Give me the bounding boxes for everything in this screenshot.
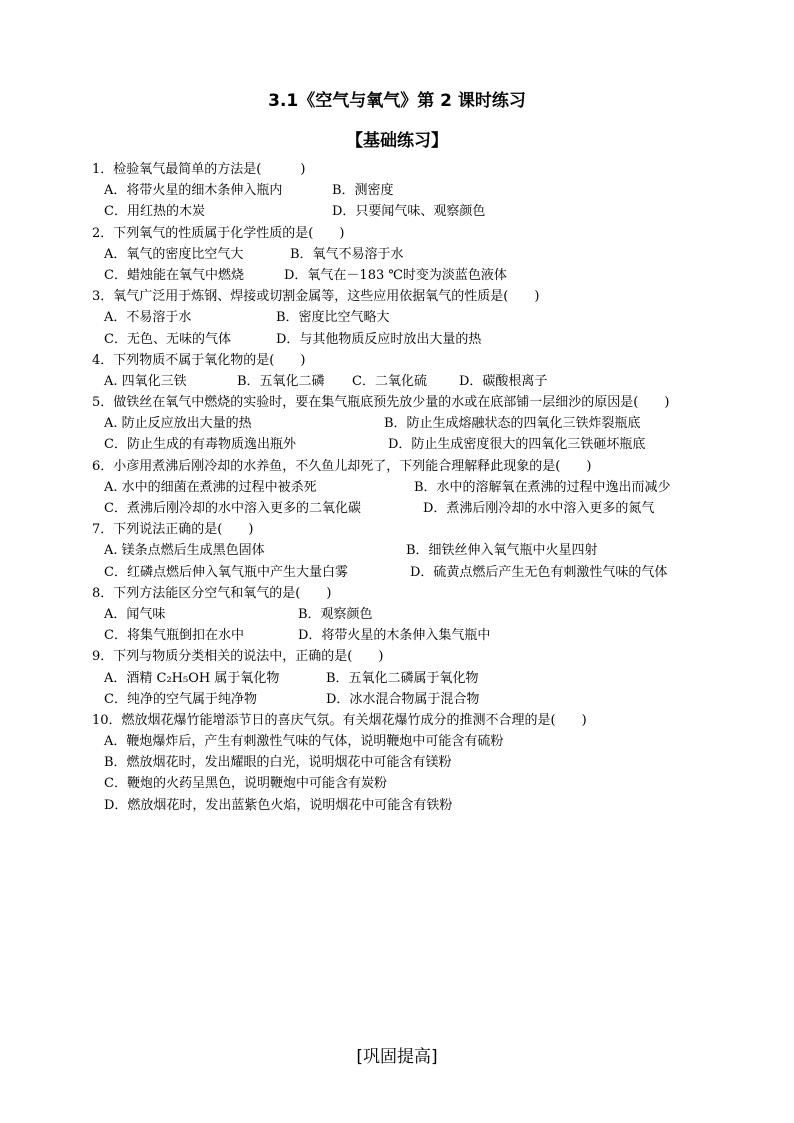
option-b: B．观察颜色 (298, 606, 373, 622)
option-c: C．将集气瓶倒扣在水中 (104, 628, 244, 644)
option-row (0, 477, 794, 498)
question-stem: 8．下列方法能区分空气和氧气的是( ) (92, 585, 332, 601)
option-row (0, 371, 794, 392)
question-stem: 5．做铁丝在氧气中燃烧的实验时，要在集气瓶底预先放少量的水或在底部铺一层细沙的原因是( ) (92, 395, 670, 411)
question-stem: 9．下列与物质分类相关的说法中，正确的是( ) (92, 649, 384, 665)
question-stem: 1．检验氧气最简单的方法是( ) (92, 162, 306, 177)
option-row (0, 604, 794, 625)
option-b: B．五氧化二磷属于氧化物 (326, 670, 479, 686)
option-c: C．鞭炮的火药呈黑色，说明鞭炮中可能含有炭粉 (104, 776, 387, 792)
option-b: B．五氧化二磷 (237, 373, 325, 389)
question-stem: 2．下列氧气的性质属于化学性质的是( ) (92, 225, 345, 241)
option-b: B．水中的溶解氧在煮沸的过程中逸出而减少 (414, 479, 671, 495)
option-d: D．将带火星的木条伸入集气瓶中 (298, 628, 491, 644)
option-c: C．防止生成的有毒物质逸出瓶外 (104, 437, 296, 453)
option-row (0, 244, 794, 265)
option-row (0, 752, 794, 773)
question-list (0, 159, 794, 816)
page-title: 3.1《空气与氧气》第 2 课时练习 (268, 91, 526, 111)
option-c: C．蜡烛能在氧气中燃烧 (104, 267, 244, 283)
option-row (0, 180, 794, 201)
option-a: A. 水中的细菌在煮沸的过程中被杀死 (104, 479, 317, 495)
option-b: B．燃放烟花时，发出耀眼的白光，说明烟花中可能含有镁粉 (104, 755, 452, 771)
option-row (0, 562, 794, 583)
option-row (0, 668, 794, 689)
option-c: C．红磷点燃后伸入氧气瓶中产生大量白雾 (104, 564, 348, 580)
option-c: C．用红热的木炭 (104, 204, 205, 220)
option-b: B．氧气不易溶于水 (290, 246, 404, 262)
option-row (0, 625, 794, 646)
option-row (0, 201, 794, 222)
option-row (0, 329, 794, 350)
option-a: A．将带火星的细木条伸入瓶内 (104, 183, 283, 199)
section-heading-advanced: [巩固提高] (356, 1047, 438, 1067)
option-b: B．细铁丝伸入氧气瓶中火星四射 (406, 543, 598, 559)
option-a: A. 防止反应放出大量的热 (104, 416, 252, 432)
option-c: C．煮沸后刚冷却的水中溶入更多的二氧化碳 (104, 501, 361, 516)
option-a: A．鞭炮爆炸后，产生有刺激性气味的气体，说明鞭炮中可能含有硫粉 (104, 734, 504, 750)
option-b: B．测密度 (332, 183, 394, 199)
option-c: C．无色、无味的气体 (104, 331, 231, 347)
option-row (0, 413, 794, 434)
option-b: B．防止生成熔融状态的四氧化三铁炸裂瓶底 (384, 416, 641, 432)
option-row (0, 307, 794, 328)
option-d: D．与其他物质反应时放出大量的热 (276, 331, 482, 347)
option-d: D．氧气在－183 ℃时变为淡蓝色液体 (284, 267, 507, 283)
option-c: C．二氧化硫 (352, 373, 427, 389)
option-row (0, 689, 794, 710)
option-b: B．密度比空气略大 (276, 310, 390, 326)
option-d: D．碳酸根离子 (459, 373, 548, 389)
option-d: D．防止生成密度很大的四氧化三铁砸坏瓶底 (388, 437, 646, 453)
question-stem: 6．小彦用煮沸后刚冷却的水养鱼，不久鱼儿却死了，下列能合理解释此现象的是( ) (92, 458, 592, 474)
question-stem: 3．氧气广泛用于炼钢、焊接或切割金属等，这些应用依据氧气的性质是( ) (92, 289, 540, 305)
option-a: A. 镁条点燃后生成黑色固体 (104, 543, 265, 559)
question-stem: 4．下列物质不属于氧化物的是( ) (92, 352, 306, 368)
question-stem: 7．下列说法正确的是( ) (92, 522, 254, 538)
option-row (0, 731, 794, 752)
question-stem: 10．燃放烟花爆竹能增添节日的喜庆气氛。有关烟花爆竹成分的推测不合理的是( ) (92, 712, 587, 728)
option-a: A．酒精 C₂H₅OH 属于氧化物 (104, 670, 280, 686)
option-d: D．只要闻气味、观察颜色 (332, 204, 486, 220)
option-d: D．冰水混合物属于混合物 (326, 691, 480, 707)
option-row (0, 434, 794, 455)
section-heading-basic: 【基础练习】 (346, 131, 448, 151)
option-a: A．闻气味 (104, 606, 166, 622)
option-d: D．燃放烟花时，发出蓝紫色火焰，说明烟花中可能含有铁粉 (104, 797, 453, 813)
option-row (0, 265, 794, 286)
option-row (0, 773, 794, 794)
option-d: D．硫黄点燃后产生无色有刺激性气味的气体 (410, 564, 668, 580)
option-a: A．氧气的密度比空气大 (104, 246, 244, 262)
option-row (0, 540, 794, 561)
option-row (0, 795, 794, 816)
option-a: A．不易溶于水 (104, 310, 192, 326)
option-d: D．煮沸后刚冷却的水中溶入更多的氮气 (423, 501, 655, 516)
option-row (0, 498, 794, 519)
option-a: A. 四氧化三铁 (104, 373, 187, 389)
option-c: C．纯净的空气属于纯净物 (104, 691, 257, 707)
